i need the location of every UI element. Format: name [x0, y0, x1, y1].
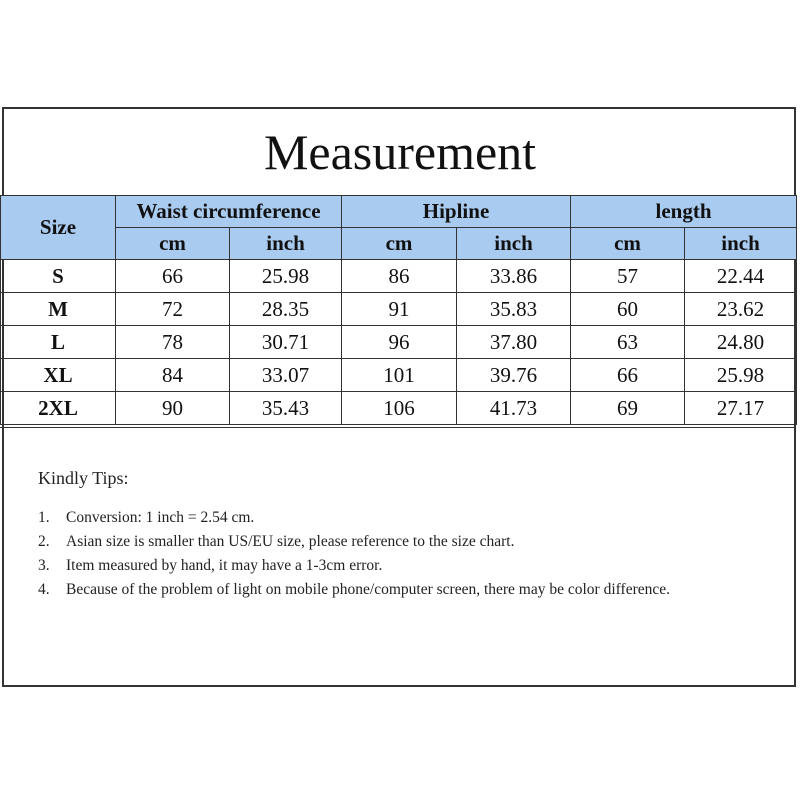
tip-text: Because of the problem of light on mobile phone/computer screen, there may be color difference. — [66, 581, 670, 598]
table-cell: 28.35 — [230, 293, 342, 326]
unit-header: inch — [685, 228, 797, 260]
table-cell: 66 — [571, 359, 685, 392]
table-cell: 101 — [342, 359, 457, 392]
tip-item — [38, 506, 738, 530]
size-column-header: Size — [1, 196, 116, 260]
size-cell: XL — [1, 359, 116, 392]
size-cell: L — [1, 326, 116, 359]
unit-header: inch — [457, 228, 571, 260]
tip-number: 4. — [38, 581, 50, 598]
table-cell: 90 — [116, 392, 230, 425]
group-header-waist: Waist circumference — [116, 196, 342, 228]
table-cell: 24.80 — [685, 326, 797, 359]
tip-text: Item measured by hand, it may have a 1-3cm error. — [66, 557, 383, 574]
table-cell: 27.17 — [685, 392, 797, 425]
table-cell: 84 — [116, 359, 230, 392]
unit-header: inch — [230, 228, 342, 260]
size-cell: S — [1, 260, 116, 293]
table-cell: 69 — [571, 392, 685, 425]
tips-section — [38, 466, 738, 602]
table-cell: 96 — [342, 326, 457, 359]
table-cell: 57 — [571, 260, 685, 293]
size-table — [0, 195, 797, 425]
table-cell: 60 — [571, 293, 685, 326]
table-cell: 33.07 — [230, 359, 342, 392]
tip-item — [38, 530, 738, 554]
tip-number: 1. — [38, 509, 50, 526]
table-cell: 35.43 — [230, 392, 342, 425]
size-cell: M — [1, 293, 116, 326]
page-title: Measurement — [263, 124, 537, 180]
table-row — [1, 293, 797, 326]
table-cell: 30.71 — [230, 326, 342, 359]
table-cell: 106 — [342, 392, 457, 425]
table-cell: 41.73 — [457, 392, 571, 425]
table-cell: 25.98 — [230, 260, 342, 293]
table-cell: 37.80 — [457, 326, 571, 359]
tip-item — [38, 554, 738, 578]
table-row — [1, 260, 797, 293]
unit-header: cm — [342, 228, 457, 260]
tip-number: 3. — [38, 557, 50, 574]
table-row — [1, 392, 797, 425]
table-cell: 33.86 — [457, 260, 571, 293]
unit-header: cm — [116, 228, 230, 260]
tips-heading: Kindly Tips: — [38, 468, 129, 488]
size-cell: 2XL — [1, 392, 116, 425]
group-header-length: length — [571, 196, 797, 228]
table-cell: 72 — [116, 293, 230, 326]
table-row — [1, 326, 797, 359]
section-divider — [0, 427, 796, 428]
tip-number: 2. — [38, 533, 50, 550]
tip-text: Conversion: 1 inch = 2.54 cm. — [66, 509, 255, 526]
table-cell: 78 — [116, 326, 230, 359]
table-cell: 22.44 — [685, 260, 797, 293]
table-cell: 35.83 — [457, 293, 571, 326]
tip-item — [38, 578, 738, 602]
group-header-hipline: Hipline — [342, 196, 571, 228]
header-row-groups — [1, 196, 797, 228]
table-cell: 91 — [342, 293, 457, 326]
table-cell: 25.98 — [685, 359, 797, 392]
table-cell: 86 — [342, 260, 457, 293]
header-row-units — [1, 228, 797, 260]
table-cell: 66 — [116, 260, 230, 293]
table-cell: 39.76 — [457, 359, 571, 392]
tip-text: Asian size is smaller than US/EU size, please reference to the size chart. — [66, 533, 515, 550]
table-cell: 63 — [571, 326, 685, 359]
table-row — [1, 359, 797, 392]
unit-header: cm — [571, 228, 685, 260]
table-cell: 23.62 — [685, 293, 797, 326]
